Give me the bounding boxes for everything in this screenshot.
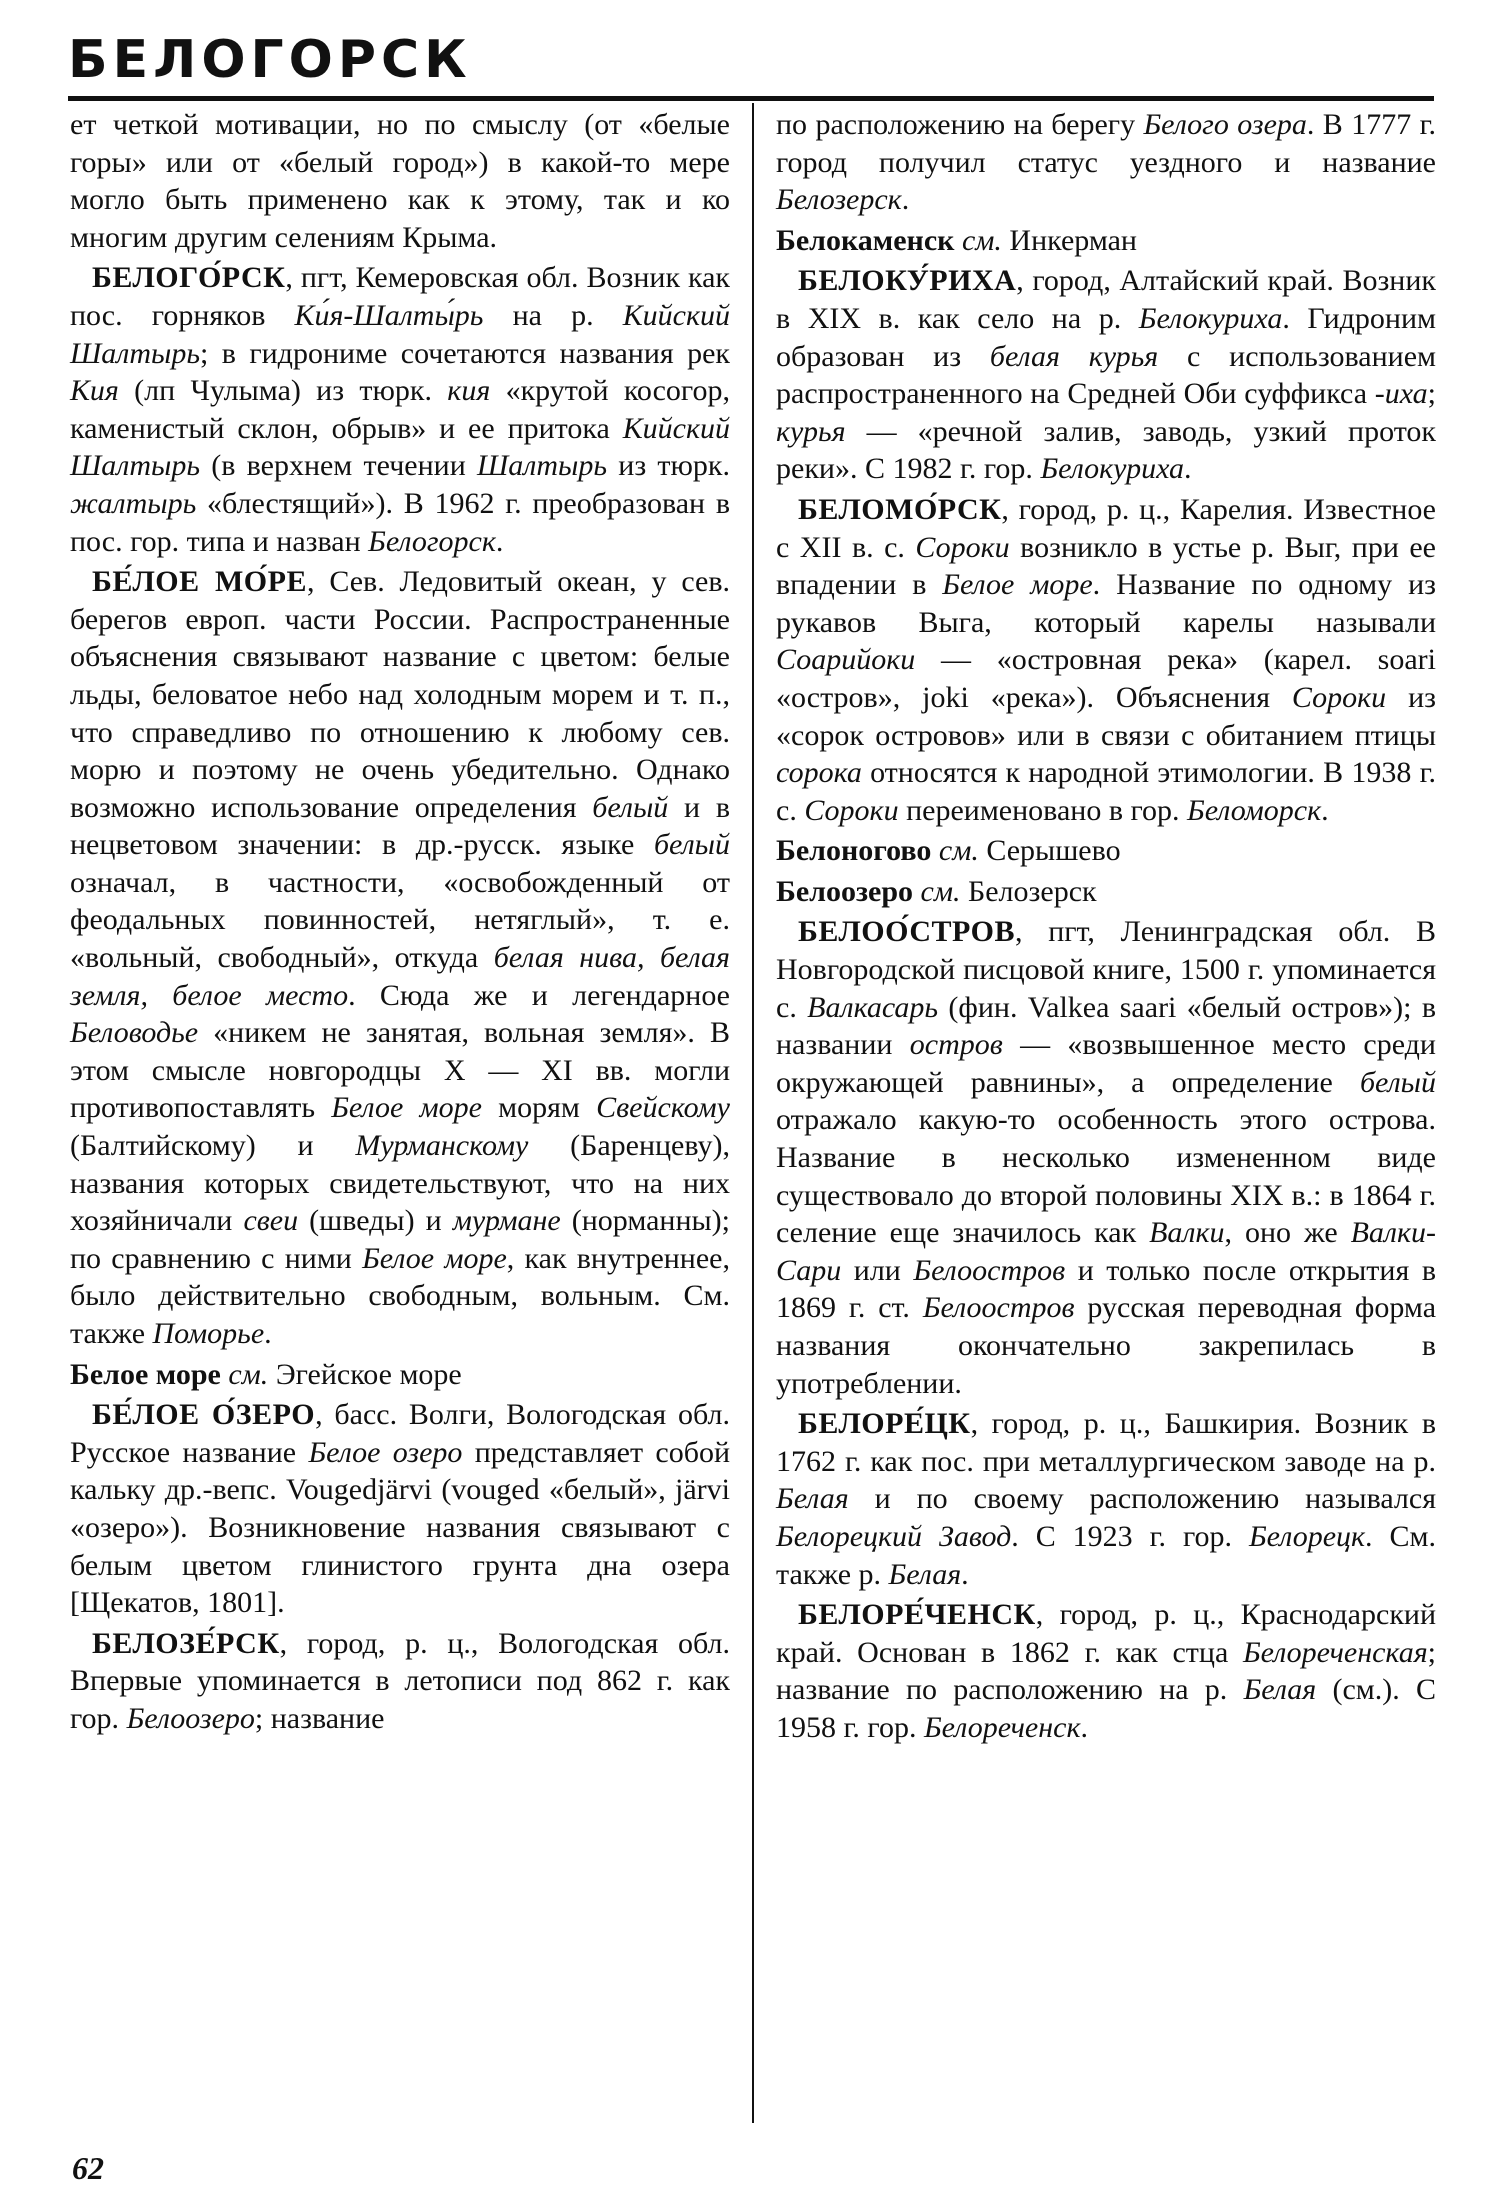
italic-term: белый [1359,1065,1436,1099]
right-column [776,106,1436,1750]
dictionary-entry [70,1625,730,1738]
italic-term: Белое море [331,1091,482,1125]
italic-term: Валки-Сари [776,1216,1437,1287]
dictionary-entry [776,913,1436,1402]
reference-word: Белое море [70,1357,221,1391]
running-title: БЕЛОГОРСК [68,30,472,90]
italic-term: Белокуриха [1138,301,1283,335]
entry-text: . В 1777 г. город получил статус уездного и название [776,108,1436,179]
entry-text: . Название по одному из рукавов Выга, который карелы называли [776,568,1436,639]
italic-term: Кийский Шалтырь [70,298,731,370]
entry-text: «блестящий»). В 1962 г. преобразован в пос. гор. типа и назван [70,486,730,558]
italic-term: Белая [776,1482,849,1516]
dictionary-entry [70,563,730,1352]
entry-text: Инкерман [1001,223,1137,257]
italic-term: Белое море [942,568,1093,602]
entry-headword: БЕЛОО́СТРОВ [798,915,1016,949]
italic-term: Белогорск [368,524,496,558]
entry-text: (фин. Valkea saari «белый остров»); в названии [776,990,1436,1062]
italic-term: Валкасарь [807,990,939,1024]
entry-text: на р. [483,298,623,332]
italic-term: Беловодье [70,1016,199,1050]
italic-term: Белое море [362,1241,507,1275]
entry-text: — «речной залив, заводь, узкий проток реки». С 1982 г. гор. [776,414,1436,486]
entry-text: . [1080,1710,1088,1744]
entry-text: морям [481,1091,597,1125]
italic-term: Белореченская [1242,1635,1428,1669]
italic-term: свеи [243,1204,299,1238]
entry-text: . [1184,452,1192,486]
entry-text: (норманны); по сравнению с ними [70,1204,731,1275]
italic-term: Беломорск [1187,793,1322,827]
entry-headword: БЕЛОГО́РСК [92,261,286,295]
entry-text: по расположению на берегу [776,108,1144,141]
italic-term: см. [931,834,979,868]
italic-term: курья [776,414,846,448]
italic-term: Белая [888,1557,962,1591]
entry-text: (Балтийскому) и [70,1129,356,1163]
italic-term: Белое озеро [308,1435,463,1469]
entry-text: (лп Чулыма) из тюрк. [118,374,448,408]
italic-term: Кийский Шалтырь [70,411,730,483]
dictionary-entry [70,1396,730,1622]
italic-term: Белорецк [1248,1519,1366,1553]
cross-reference [776,873,1436,911]
entry-text: из «сорок островов» или в связи с обитанием птицы [776,680,1437,752]
entry-text: из тюрк. [607,449,730,483]
entry-headword: БЕЛОЗЕ́РСК [92,1626,280,1660]
entry-text: (в верхнем течении [200,449,478,483]
italic-term: кия [447,374,491,408]
entry-text: (см.). С 1958 г. гор. [776,1673,1436,1744]
entry-text: . Сюда же и легендарное [348,978,730,1012]
cross-reference [776,832,1436,870]
entry-text: и по своему расположению назывался [848,1482,1436,1516]
entry-text: ; в гидрониме сочетаются названия рек [200,336,730,370]
italic-term: Белоостров [922,1291,1075,1325]
reference-word: Белоногово [776,834,932,868]
entry-continuation [776,106,1436,219]
italic-term: Белого озера [1143,108,1307,141]
italic-term: мурмане [452,1204,561,1238]
entry-text: . Гидроним образован из [776,301,1436,373]
entry-text: , город, р. ц., Краснодарский край. Основан в 1862 г. как стца [776,1598,1436,1669]
entry-text: ; название по расположению на р. [776,1635,1436,1707]
italic-term: Сороки [804,793,899,827]
italic-term: белый [592,790,669,824]
entry-text: , город, р. ц., Башкирия. Возник в 1762 г. как пос. при металлургическом заводе на р. [776,1407,1436,1478]
italic-term: Белореченск [923,1710,1081,1744]
entry-text: русская переводная форма названия окончательно закрепилась в употреблении. [776,1291,1437,1400]
entry-text: — «островная река» (карел. soari «остров», joki «река»). Объяснения [776,643,1436,714]
entry-text: . [901,183,910,217]
entry-text: относятся к народной этимологии. В 1938 г. с. [776,756,1436,827]
entry-text: и только после открытия в 1869 г. ст. [776,1253,1436,1325]
dictionary-entry [776,1405,1436,1593]
italic-term: Белорецкий Завод [776,1519,1012,1553]
italic-term: Белоозеро [126,1701,255,1735]
dictionary-entry [776,262,1436,488]
entry-text: . См. также р. [776,1519,1436,1591]
entry-text: , пгт, Ленинградская обл. В Новгородской писцовой книге, 1500 г. упоминается с. [776,915,1436,1024]
cross-reference [776,222,1436,260]
entry-text: , Сев. Ледовитый океан, у сев. берегов европ. части России. Распространенные объяснения связывают название с цветом: белые льды, беловатое небо над холодным морем и т. п., что справедливо по отношению к любому сев. морю и поэтому не очень убедительно. Однако возможно использование определения [70,565,730,824]
italic-term: Мурманскому [355,1129,529,1163]
entry-text: переименовано в гор. [898,793,1188,827]
italic-term: Валки [1149,1216,1225,1250]
entry-text: . [264,1317,272,1350]
entry-text: , пгт, Кемеровская обл. Возник как пос. горняков [70,261,730,332]
entry-text: . [1321,793,1329,827]
cross-reference [70,1356,730,1394]
entry-text: , город, р. ц., Карелия. Известное с XII в. с. [776,492,1436,564]
italic-term: Белая [1243,1673,1317,1707]
left-column [70,106,730,1741]
italic-term: Свейскому [596,1091,730,1125]
entry-headword: БЕЛОРЕ́ЦК [798,1407,971,1441]
page-number: 62 [72,2150,104,2186]
dictionary-entry [70,259,730,560]
entry-headword: БЕЛОРЕ́ЧЕНСК [798,1598,1036,1632]
dictionary-entry [776,491,1436,829]
italic-term: Кия [70,374,119,408]
entry-text: . С 1923 г. гор. [1011,1519,1249,1553]
italic-term: белый [653,828,730,862]
entry-headword: БЕЛОМО́РСК [798,492,1002,526]
entry-text: Белозерск [960,874,1097,908]
italic-term: белая курья [989,339,1159,373]
italic-term: Белозерск [776,183,902,217]
entry-text: — «возвышенное место среди окружающей равнины», а определение [776,1028,1436,1099]
reference-word: Белокаменск [776,223,955,257]
entry-continuation [70,106,730,256]
entry-text: отражало какую-то особенность этого острова. Название в несколько измененном виде существовало до второй половины XIX в.: в 1864 г. селение еще значилось как [776,1103,1436,1250]
italic-term: Ки́я-Шалты́рь [294,298,484,332]
entry-text: , басс. Волги, Вологодская обл. Русское название [70,1398,731,1469]
italic-term: Соарийоки [776,643,916,677]
entry-text: , оно же [1224,1216,1351,1250]
entry-text: . [495,524,504,558]
entry-text: или [841,1253,914,1287]
entry-text: ; название [254,1701,385,1735]
entry-text: , город, Алтайский край. Возник в XIX в. как село на р. [776,264,1436,335]
entry-text: (Баренцеву), названия которых свидетельствуют, что на них хозяйничали [70,1129,731,1238]
entry-text: «никем не занятая, вольная земля». В этом смысле новгородцы X — XI вв. могли противопоставлять [70,1016,730,1125]
entry-text: «крутой косогор, каменистый склон, обрыв» и ее притока [70,374,730,445]
entry-text: Серышево [978,834,1121,868]
dictionary-entry [776,1596,1436,1746]
entry-text: Эгейское море [268,1357,462,1391]
entry-text: , как внутреннее, было действительно свободным, вольным. См. также [70,1241,730,1350]
entry-headword: БЕ́ЛОЕ О́ЗЕРО [92,1398,316,1432]
entry-text: и в нецветовом значении: в др.-русск. языке [70,790,730,862]
italic-term: белая нива, белая земля, белое место [70,941,730,1012]
italic-term: Сороки [1291,680,1387,714]
entry-text: . [961,1557,969,1591]
entry-text: возникло в устье р. Выг, при ее впадении в [776,530,1436,602]
italic-term: Белоостров [913,1253,1066,1287]
reference-word: Белоозеро [776,874,914,908]
italic-term: Белокуриха [1040,452,1185,486]
entry-headword: БЕЛОКУ́РИХА [798,264,1017,298]
entry-text: , город, р. ц., Вологодская обл. Впервые упоминается в летописи под 862 г. как гор. [70,1626,730,1735]
italic-term: -иха [1374,377,1428,411]
italic-term: см. [220,1357,269,1391]
column-divider [752,103,754,2123]
entry-text: ет четкой мотивации, но по смыслу (от «белые горы» или от «белый город») в какой-то мере могло быть применено как к этому, так и ко многим другим селениям Крыма. [70,108,730,254]
italic-term: сорока [776,756,862,790]
entry-text: ; [1427,377,1436,411]
italic-term: см. [954,223,1002,257]
italic-term: Поморье [152,1317,265,1350]
entry-text: (шведы) и [298,1204,453,1238]
italic-term: Шалтырь [477,449,608,483]
entry-text: означал, в частности, «освобожденный от феодальных повинностей, нетяглый», т. е. «вольный, свободный», откуда [70,865,730,975]
italic-term: остров [909,1028,1003,1062]
entry-text: представляет собой кальку др.-вепс. Vougedjärvi (vouged «белый», järvi «озеро»). Возникновение названия связывают с белым цветом глинистого грунта дна озера [Щекатов, 1801]. [70,1435,731,1620]
italic-term: см. [913,874,961,908]
entry-text: с использованием распространенного на Средней Оби суффикса [776,339,1436,411]
entry-headword: БЕ́ЛОЕ МО́РЕ [92,565,307,599]
italic-term: Сороки [915,530,1010,564]
italic-term: жалтырь [70,486,197,520]
header-rule [68,96,1434,101]
